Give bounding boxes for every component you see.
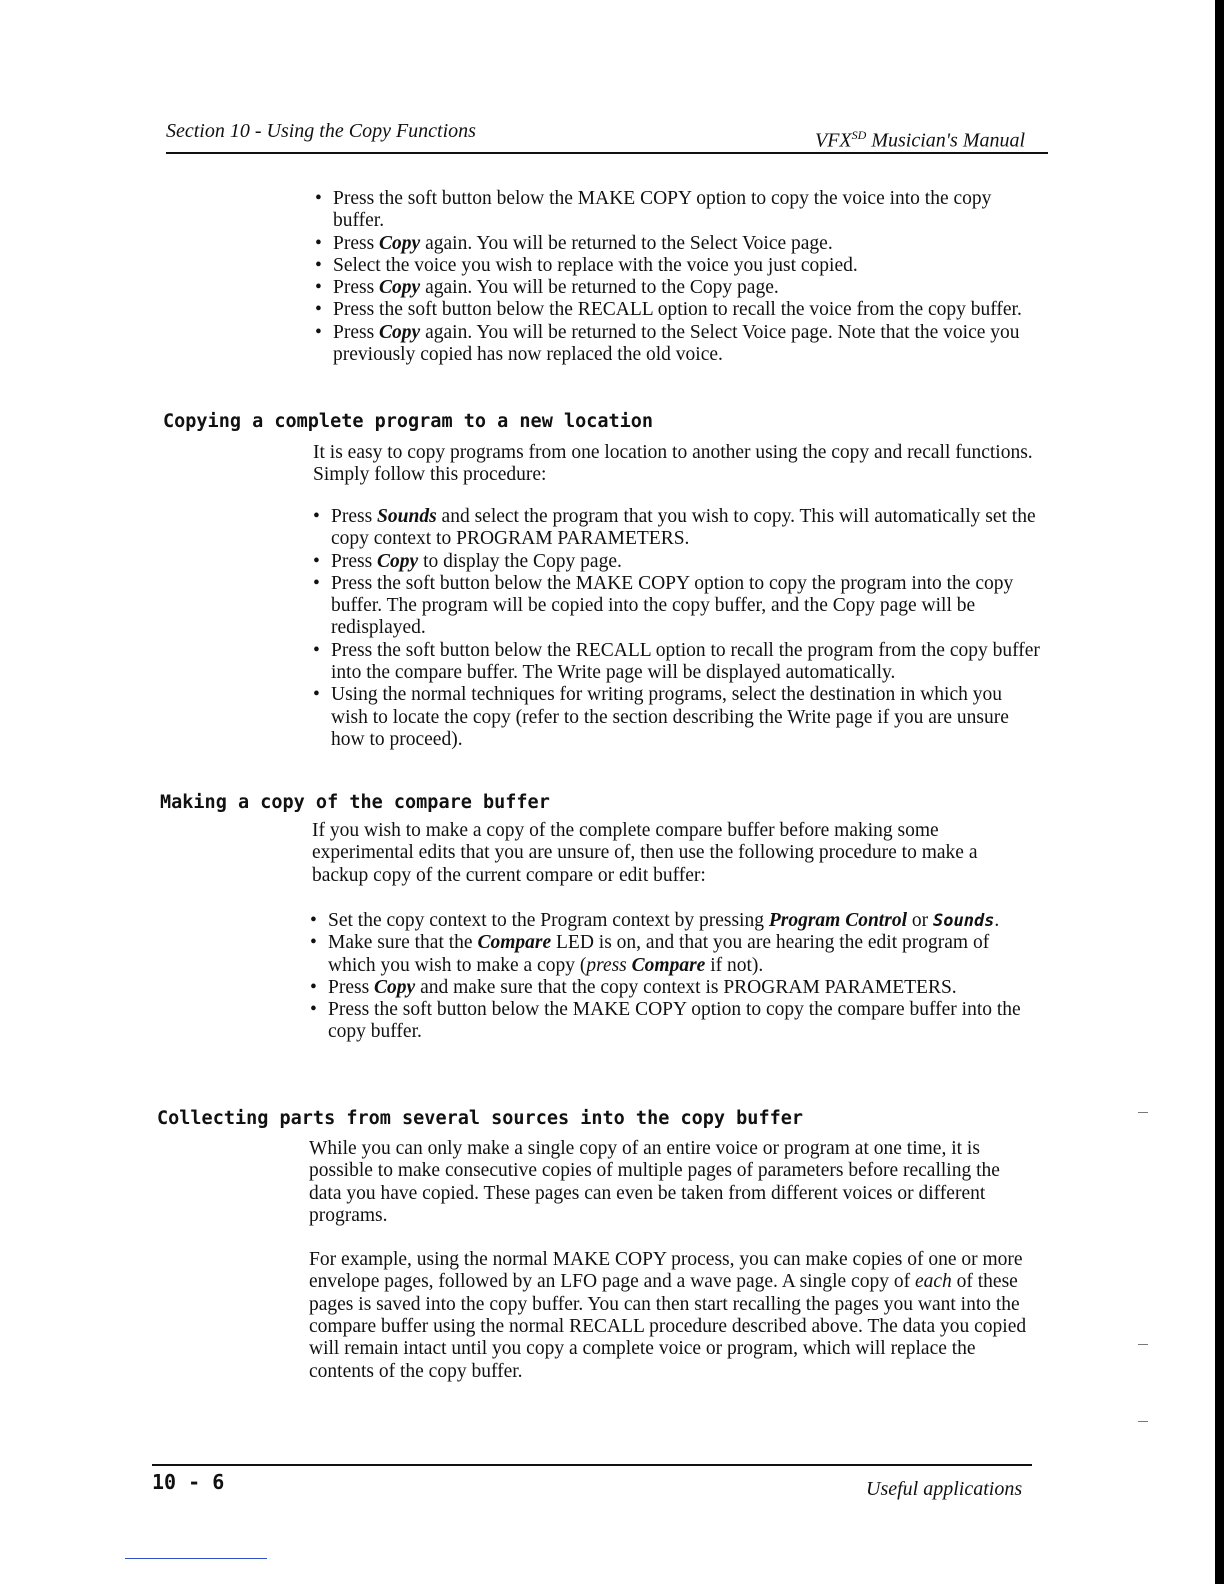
list-item: • Press Copy and make sure that the copy context is PROGRAM PARAMETERS. <box>310 977 1030 999</box>
paragraph: If you wish to make a copy of the complete compare buffer before making some experimental edits that you are unsure of, then use the following procedure to make a backup copy of the current compare or edit buffer: <box>312 820 978 886</box>
running-footer-chapter: Useful applications <box>866 1478 1023 1500</box>
margin-mark <box>1138 1344 1148 1345</box>
list-item: • Set the copy context to the Program context by pressing Program Control or Sounds. <box>310 910 1030 932</box>
section-heading-collect-parts: Collecting parts from several sources into the copy buffer <box>157 1108 804 1129</box>
list-item: • Using the normal techniques for writing programs, select the destination in which you wish to locate the copy (refer to the section describing the Write page if you are unsure how to proceed). <box>313 684 1043 751</box>
manual-prefix: VFX <box>815 129 852 152</box>
page-number: 10 - 6 <box>152 1470 225 1494</box>
manual-suffix: Musician's Manual <box>866 129 1026 152</box>
page-edge-bar <box>1215 0 1224 1584</box>
paragraph: While you can only make a single copy of an entire voice or program at one time, it is possible to make consecutive copies of multiple pages of parameters before recalling the data you have copied. These pages can even be taken from different voices or different programs. <box>309 1138 1000 1226</box>
intro-bullet-list <box>315 188 1035 366</box>
footer-rule <box>152 1464 1032 1466</box>
section-program-intro <box>313 442 1043 487</box>
list-item: • Press Copy to display the Copy page. <box>313 551 1043 573</box>
list-item: • Select the voice you wish to replace with the voice you just copied. <box>315 255 1035 277</box>
section-compare-intro <box>312 820 1027 887</box>
list-item: • Press the soft button below the MAKE COPY option to copy the compare buffer into the copy buffer. <box>310 999 1030 1044</box>
section-compare-bullets <box>310 910 1030 1044</box>
manual-superscript: SD <box>851 128 867 142</box>
list-item: • Press Copy again. You will be returned to the Select Voice page. Note that the voice you previously copied has now replaced the old voice. <box>315 322 1035 367</box>
margin-mark <box>1138 1112 1148 1113</box>
list-item: • Press the soft button below the MAKE COPY option to copy the program into the copy buffer. The program will be copied into the copy buffer, and the Copy page will be redisplayed. <box>313 573 1043 640</box>
list-item: • Press the soft button below the RECALL option to recall the voice from the copy buffer. <box>315 299 1035 321</box>
scan-artifact-line <box>125 1558 267 1559</box>
list-item: • Press Copy again. You will be returned to the Select Voice page. <box>315 233 1035 255</box>
paragraph: It is easy to copy programs from one location to another using the copy and recall functions. Simply follow this procedure: <box>313 442 1033 486</box>
list-item: • Press the soft button below the RECALL option to recall the program from the copy buffer into the compare buffer. The Write page will be displayed automatically. <box>313 640 1043 685</box>
paragraph: For example, using the normal MAKE COPY process, you can make copies of one or more envelope pages, followed by an LFO page and a wave page. A single copy of each of these pages is saved into the copy buffer. You can then start recalling the pages you want into the compare buffer using the normal RECALL procedure described above. The data you copied will remain intact until you copy a complete voice or program, which will replace the contents of the copy buffer. <box>309 1249 1027 1382</box>
list-item: • Press the soft button below the MAKE COPY option to copy the voice into the copy buffer. <box>315 188 1035 233</box>
margin-mark <box>1138 1421 1148 1422</box>
running-header-section: Section 10 - Using the Copy Functions <box>166 120 476 142</box>
list-item: • Press Copy again. You will be returned to the Copy page. <box>315 277 1035 299</box>
list-item: • Make sure that the Compare LED is on, and that you are hearing the edit program of which you wish to make a copy (press Compare if not). <box>310 932 1030 977</box>
running-header-manual <box>815 128 1025 153</box>
list-item: • Press Sounds and select the program that you wish to copy. This will automatically set the copy context to PROGRAM PARAMETERS. <box>313 506 1043 551</box>
section-program-bullets <box>313 506 1043 751</box>
section-collect-body <box>309 1138 1034 1383</box>
section-heading-copy-program: Copying a complete program to a new location <box>163 411 654 432</box>
section-heading-copy-compare: Making a copy of the compare buffer <box>160 792 550 813</box>
header-rule <box>166 152 1048 154</box>
